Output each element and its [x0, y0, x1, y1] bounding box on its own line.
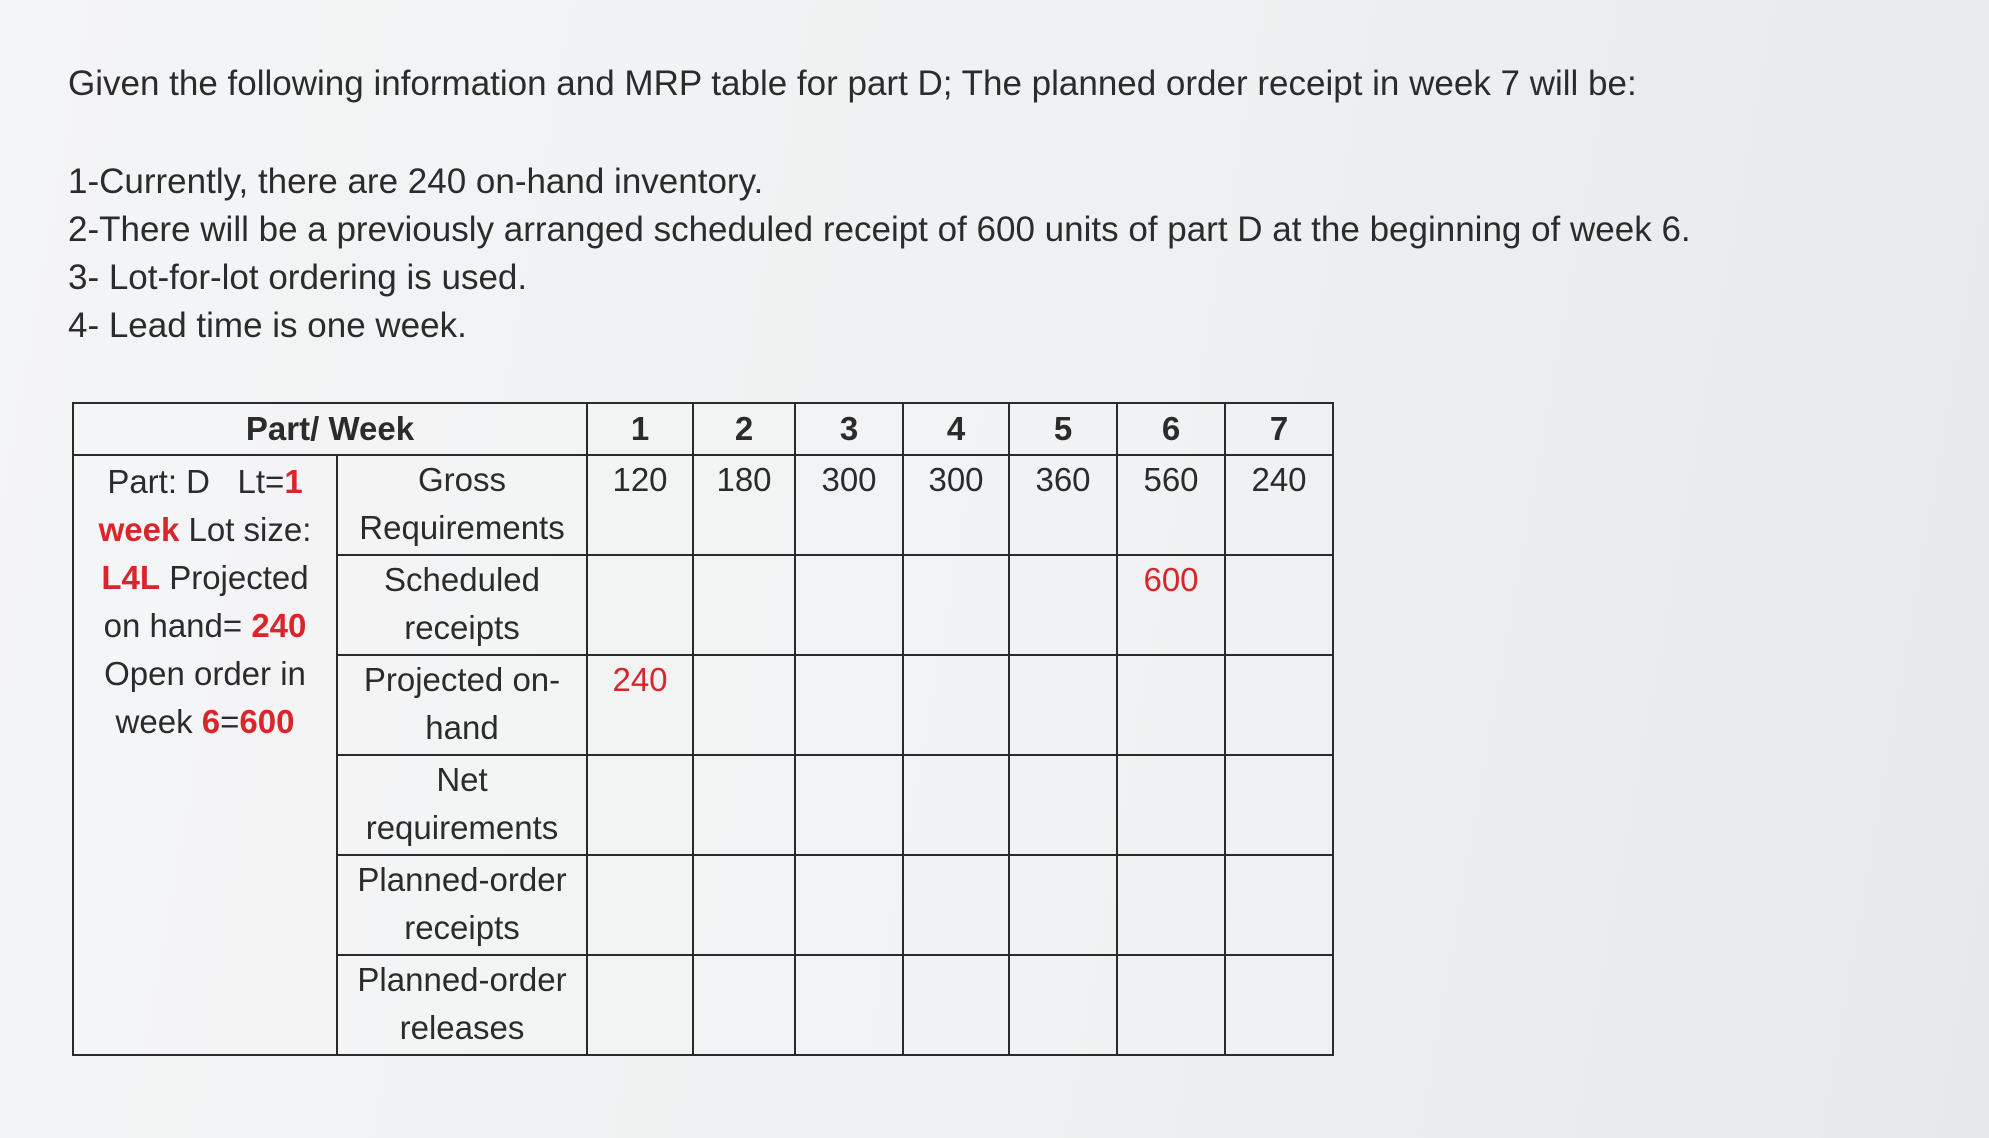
part-info-highlight: week	[98, 511, 180, 548]
table-cell	[587, 955, 693, 1055]
table-cell	[1225, 555, 1333, 655]
table-cell	[795, 655, 903, 755]
table-cell: 360	[1009, 455, 1117, 555]
condition-item: 4- Lead time is one week.	[68, 306, 467, 345]
row-label-line: receipts	[404, 609, 520, 646]
table-cell: 300	[795, 455, 903, 555]
row-label-line: Scheduled	[384, 561, 540, 598]
row-label	[337, 955, 587, 1055]
table-row	[73, 455, 1333, 555]
week-header: 6	[1117, 403, 1225, 455]
part-info-cell	[73, 455, 337, 1055]
condition-item: 2-There will be a previously arranged scheduled receipt of 600 units of part D at the beginning of week 6.	[68, 210, 1691, 249]
table-cell	[693, 555, 795, 655]
condition-item: 1-Currently, there are 240 on-hand inventory.	[68, 162, 764, 201]
table-cell	[587, 555, 693, 655]
row-label-line: Planned-order	[357, 961, 567, 998]
table-cell	[795, 955, 903, 1055]
row-label-line: requirements	[365, 809, 559, 846]
table-cell	[1117, 755, 1225, 855]
row-label-line: hand	[425, 709, 499, 746]
row-label	[337, 455, 587, 555]
table-cell: 600	[1117, 555, 1225, 655]
table-cell: 180	[693, 455, 795, 555]
row-label	[337, 755, 587, 855]
mrp-table-container	[72, 402, 1334, 1056]
part-info-highlight: 1	[284, 463, 303, 500]
row-label-line: Requirements	[359, 509, 565, 546]
part-info-text: Lot size:	[188, 511, 312, 548]
row-label-line: Gross	[417, 461, 506, 498]
table-cell	[693, 955, 795, 1055]
question-page	[68, 60, 1928, 350]
row-label	[337, 655, 587, 755]
table-cell: 560	[1117, 455, 1225, 555]
table-cell	[1009, 655, 1117, 755]
table-cell	[795, 555, 903, 655]
row-label-line: releases	[399, 1009, 525, 1046]
part-info-text: Part: D	[107, 463, 211, 500]
table-cell	[1225, 855, 1333, 955]
part-week-header: Part/ Week	[73, 403, 587, 455]
table-cell	[1117, 855, 1225, 955]
table-cell	[1009, 955, 1117, 1055]
table-cell: 300	[903, 455, 1009, 555]
header-row	[73, 403, 1333, 455]
table-cell	[693, 855, 795, 955]
week-header: 1	[587, 403, 693, 455]
part-info-text: on hand=	[103, 607, 243, 644]
mrp-table	[72, 402, 1334, 1056]
row-label-line: Net	[436, 761, 488, 798]
week-header: 4	[903, 403, 1009, 455]
table-cell	[1009, 855, 1117, 955]
table-cell	[1009, 555, 1117, 655]
row-label-line: Planned-order	[357, 861, 567, 898]
part-info-text: Projected	[169, 559, 309, 596]
week-header: 3	[795, 403, 903, 455]
part-info-text: =	[220, 703, 240, 740]
week-header: 7	[1225, 403, 1333, 455]
table-cell	[1225, 655, 1333, 755]
row-label-line: Projected on-	[363, 661, 561, 698]
question-text: Given the following information and MRP table for part D; The planned order receipt in week 7 will be:	[68, 64, 1637, 103]
table-cell	[1009, 755, 1117, 855]
row-label	[337, 555, 587, 655]
table-cell: 120	[587, 455, 693, 555]
part-info-text: Lt=	[237, 463, 285, 500]
part-info-highlight: 600	[239, 703, 295, 740]
part-info-highlight: 240	[251, 607, 307, 644]
table-cell	[1117, 955, 1225, 1055]
row-label	[337, 855, 587, 955]
table-cell	[1117, 655, 1225, 755]
table-cell	[693, 655, 795, 755]
table-cell	[903, 755, 1009, 855]
table-cell	[587, 855, 693, 955]
table-cell	[1225, 755, 1333, 855]
table-cell	[795, 855, 903, 955]
table-cell	[587, 755, 693, 855]
table-cell	[903, 955, 1009, 1055]
condition-item: 3- Lot-for-lot ordering is used.	[68, 258, 528, 297]
table-cell: 240	[1225, 455, 1333, 555]
week-header: 5	[1009, 403, 1117, 455]
conditions-list	[68, 158, 1928, 350]
row-label-line: receipts	[404, 909, 520, 946]
table-cell	[795, 755, 903, 855]
table-cell: 240	[587, 655, 693, 755]
part-info-highlight: 6	[201, 703, 221, 740]
week-header: 2	[693, 403, 795, 455]
table-cell	[1225, 955, 1333, 1055]
table-cell	[693, 755, 795, 855]
part-info-text: Open order in	[104, 655, 306, 692]
part-info-highlight: L4L	[101, 559, 161, 596]
table-cell	[903, 555, 1009, 655]
table-cell	[903, 855, 1009, 955]
table-cell	[903, 655, 1009, 755]
part-info-text: week	[115, 703, 193, 740]
